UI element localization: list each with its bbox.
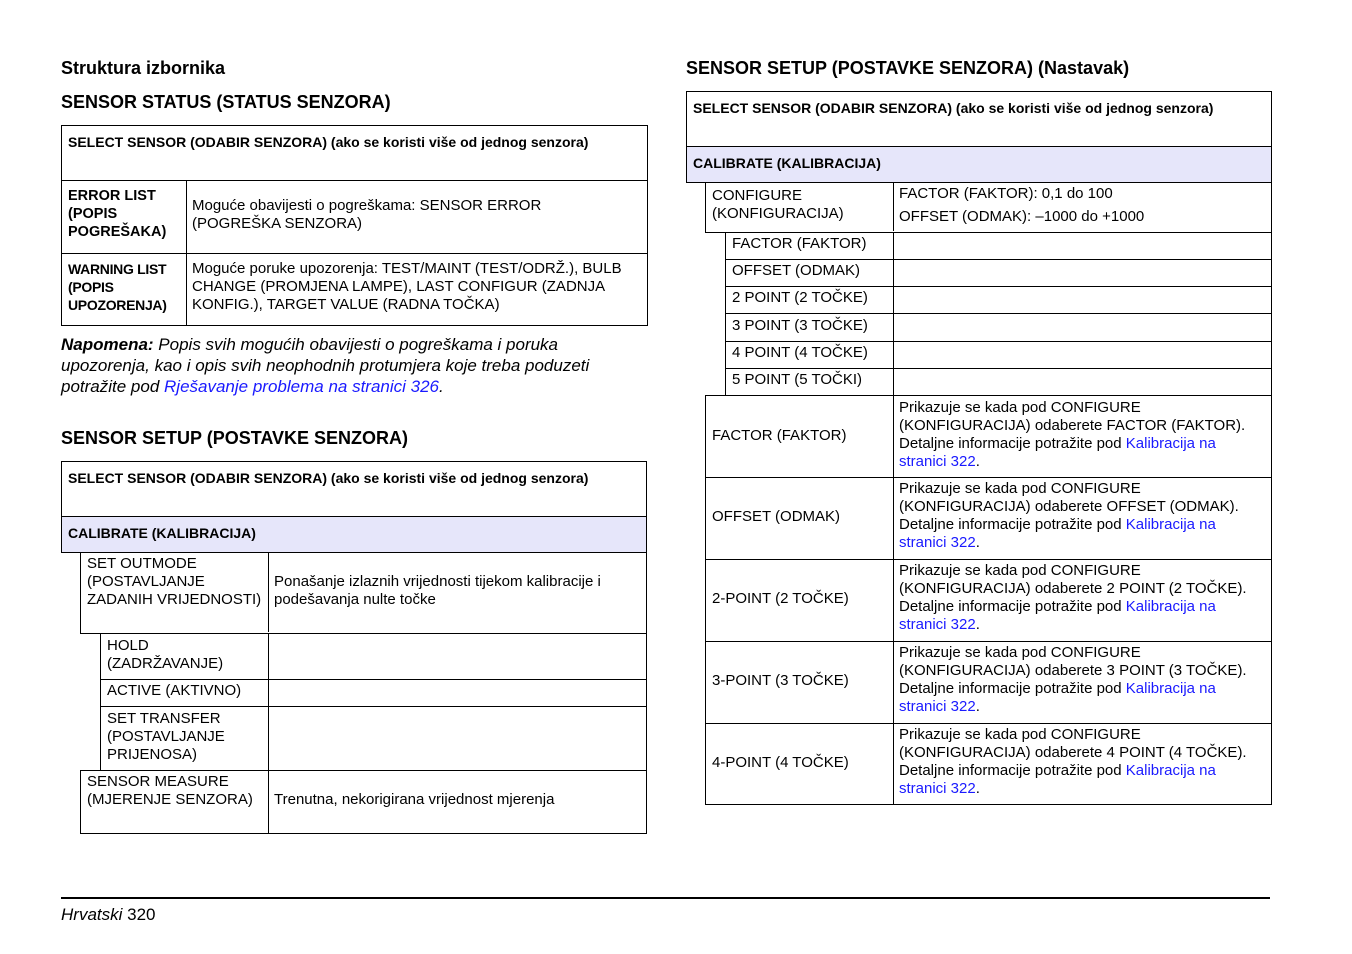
error-list-desc: Moguće obavijesti o pogreškama: SENSOR ERROR (POGREŠKA SENZORA): [192, 197, 542, 232]
setup-select-sensor-row: SELECT SENSOR (ODABIR SENZORA) (ako se koristi više od jednog senzora): [61, 461, 647, 517]
calibration-link[interactable]: Kalibracija na stranici 322: [899, 516, 1216, 551]
warning-list-label: WARNING LIST (POPIS UPOZORENJA): [68, 261, 167, 313]
select-sensor-header: SELECT SENSOR (ODABIR SENZORA) (ako se koristi više od jednog senzora): [68, 134, 589, 150]
calibration-link[interactable]: Kalibracija na stranici 322: [899, 680, 1216, 715]
factor-desc: Prikazuje se kada pod CONFIGURE (KONFIGURACIJA) odaberete FACTOR (FAKTOR). Detaljne informacije potražite pod Kalibracija na stranici 322.: [899, 399, 1246, 470]
r-calibrate-row: CALIBRATE (KALIBRACIJA): [686, 146, 1272, 183]
sensor-status-table: [61, 125, 648, 326]
sensor-status-title: SENSOR STATUS (STATUS SENZORA): [61, 92, 391, 112]
calibration-link[interactable]: Kalibracija na stranici 322: [899, 598, 1216, 633]
error-list-label: ERROR LIST (POPIS POGREŠAKA): [68, 188, 167, 240]
sensor-setup-title: SENSOR SETUP (POSTAVKE SENZORA): [61, 428, 409, 448]
offset-desc: Prikazuje se kada pod CONFIGURE (KONFIGURACIJA) odaberete OFFSET (ODMAK). Detaljne informacije potražite pod Kalibracija na stranici 322.: [899, 480, 1239, 551]
calibration-types-table: FACTOR (FAKTOR) Prikazuje se kada pod CONFIGURE (KONFIGURACIJA) odaberete FACTOR (FAKTOR). Detaljne informacije potražite pod Kalibracija na stranici 322. OFFSET (ODMAK) Prikazuje se kada pod CONFIGURE (KONFIGURACIJA) odaberete OFFSET (ODMAK). Detaljne informacije potražite pod Kalibracija na stranici 322. 2-POINT (2 TOČKE) Prikazuje se kada pod CONFIGURE (KONFIGURACIJA) odaberete 2 POINT (2 TOČKE). Detaljne informacije potražite pod Kalibracija na stranici 322. 3-POINT (3 TOČKE) Prikazuje se kada pod CONFIGURE (KONFIGURACIJA) odaberete 3 POINT (3 TOČKE). Detaljne informacije potražite pod Kalibracija na stranici 322. 4-POINT (4 TOČKE) Prikazuje se kada pod CONFIGURE (KONFIGURACIJA) odaberete 4 POINT (4 TOČKE). Detaljne informacije potražite pod Kalibracija na stranici 322.: [705, 395, 1272, 805]
footer-rule: [61, 897, 1270, 899]
four-point-desc: Prikazuje se kada pod CONFIGURE (KONFIGURACIJA) odaberete 4 POINT (4 TOČKE). Detaljne informacije potražite pod Kalibracija na stranici 322.: [899, 726, 1247, 797]
two-point-desc: Prikazuje se kada pod CONFIGURE (KONFIGURACIJA) odaberete 2 POINT (2 TOČKE). Detaljne informacije potražite pod Kalibracija na stranici 322.: [899, 562, 1247, 633]
outmode-options: HOLD (ZADRŽAVANJE) ACTIVE (AKTIVNO) SET TRANSFER (POSTAVLJANJE PRIJENOSA): [100, 633, 647, 771]
configure-row: CONFIGURE (KONFIGURACIJA) FACTOR (FAKTOR): 0,1 do 100 OFFSET (ODMAK): –1000 do +1000: [705, 182, 1272, 233]
page-number: 320: [127, 905, 156, 924]
page-footer: [61, 905, 156, 925]
note-text: Popis svih mogućih obavijesti o pogreškama i poruka upozorenja, kao i opis svih neophodnih protumjera koje treba poduzeti potražite pod: [61, 335, 590, 396]
note-label: Napomena:: [61, 335, 154, 354]
three-point-desc: Prikazuje se kada pod CONFIGURE (KONFIGURACIJA) odaberete 3 POINT (3 TOČKE). Detaljne informacije potražite pod Kalibracija na stranici 322.: [899, 644, 1247, 715]
calibration-link[interactable]: Kalibracija na stranici 322: [899, 762, 1216, 797]
note-paragraph: Napomena: Popis svih mogućih obavijesti o pogreškama i poruka upozorenja, kao i opis svih neophodnih protumjera koje treba poduzeti potražite pod Rješavanje problema na stranici 326.: [61, 335, 590, 396]
warning-list-desc: Moguće poruke upozorenja: TEST/MAINT (TEST/ODRŽ.), BULB CHANGE (PROMJENA LAMPE), LAST CONFIGUR (ZADNJA KONFIG.), TARGET VALUE (RADNA TOČKA): [192, 260, 622, 313]
footer-language: Hrvatski: [61, 905, 123, 924]
configure-options: FACTOR (FAKTOR) OFFSET (ODMAK) 2 POINT (2 TOČKE) 3 POINT (3 TOČKE) 4 POINT (4 TOČKE) 5 POINT (5 TOČKI): [725, 232, 1272, 396]
sensor-measure-row: SENSOR MEASURE (MJERENJE SENZORA) Trenutna, nekorigirana vrijednost mjerenja: [80, 770, 647, 834]
calibrate-row: CALIBRATE (KALIBRACIJA): [61, 516, 647, 553]
calibration-link[interactable]: Kalibracija na stranici 322: [899, 435, 1216, 470]
set-outmode-row: SET OUTMODE (POSTAVLJANJE ZADANIH VRIJEDNOSTI) Ponašanje izlaznih vrijednosti tijekom kalibracije i podešavanja nulte točke: [80, 552, 647, 634]
menu-structure-title: Struktura izbornika: [61, 58, 226, 78]
troubleshooting-link[interactable]: Rješavanje problema na stranici 326: [164, 377, 440, 396]
r-select-sensor-row: SELECT SENSOR (ODABIR SENZORA) (ako se koristi više od jednog senzora): [686, 91, 1272, 147]
setup-continued-title: SENSOR SETUP (POSTAVKE SENZORA) (Nastavak): [686, 58, 1130, 78]
